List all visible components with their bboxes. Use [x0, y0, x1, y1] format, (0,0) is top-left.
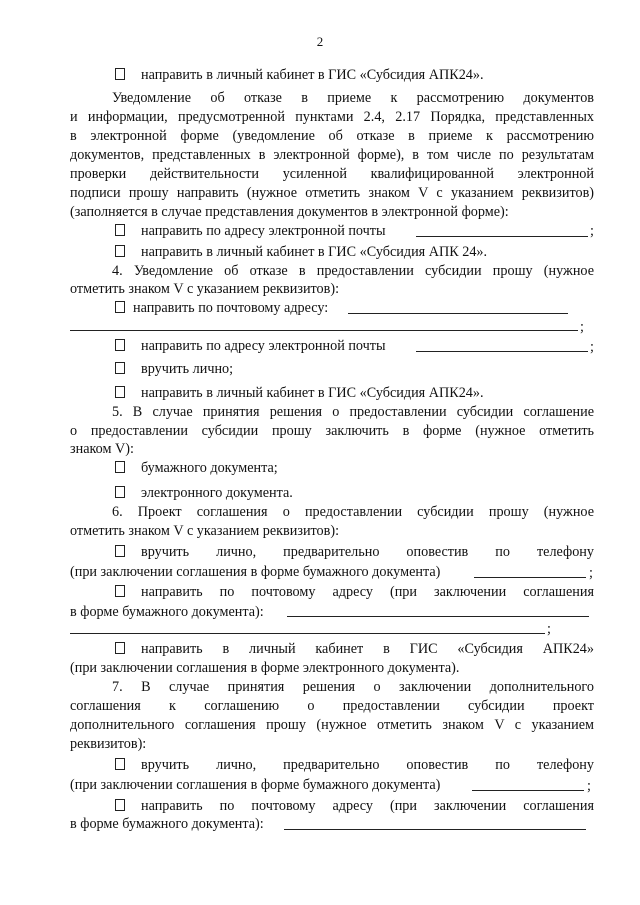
option-email-2: [115, 337, 386, 355]
checkbox[interactable]: [115, 362, 125, 374]
semicolon: ;: [590, 339, 594, 355]
para-line: (заполняется в случае представления документов в электронной форме):: [70, 204, 509, 220]
option-cabinet-1: [115, 66, 484, 84]
para-line: о предоставлении субсидии прошу заключить в форме (нужное отметить: [70, 423, 594, 439]
para-line: в электронной форме (уведомление об отказе в приеме к рассмотрению: [70, 128, 594, 144]
option-label: вручить лично, предварительно оповестив по телефону: [141, 544, 594, 560]
option-cabinet-4: [115, 640, 594, 658]
option-label: направить по почтовому адресу (при заключении соглашения: [141, 584, 594, 600]
para-line: документов, представленных в электронной форме), в том числе по результатам: [70, 147, 594, 163]
para-line: (при заключении соглашения в форме бумажного документа): [70, 564, 441, 580]
option-label: направить по почтовому адресу (при заключении соглашения: [141, 798, 594, 814]
para-line: отметить знаком V с указанием реквизитов):: [70, 281, 340, 297]
postal-blank-1b[interactable]: [70, 330, 578, 331]
option-personal-2: [115, 543, 594, 561]
option-label: вручить лично, предварительно оповестив по телефону: [141, 757, 594, 773]
para-line: 6. Проект соглашения о предоставлении субсидии прошу (нужное: [112, 504, 594, 520]
checkbox[interactable]: [115, 461, 125, 473]
option-label: направить по почтовому адресу:: [133, 300, 329, 316]
option-label: направить по адресу электронной почты: [141, 338, 386, 354]
email-blank-2[interactable]: [416, 351, 588, 352]
checkbox[interactable]: [115, 585, 125, 597]
para-line: соглашения к соглашению о предоставлении субсидии проект: [70, 698, 594, 714]
option-electronic: [115, 484, 293, 502]
semicolon: ;: [580, 319, 584, 335]
para-line: 5. В случае принятия решения о предоставлении субсидии соглашение: [112, 404, 594, 420]
option-label: направить в личный кабинет в ГИС «Субсидия АПК24».: [141, 385, 484, 401]
para-line: и информации, предусмотренной пунктами 2.4, 2.17 Порядка, представленных: [70, 109, 594, 125]
semicolon: ;: [589, 565, 593, 581]
option-cabinet-3: [115, 384, 484, 402]
checkbox[interactable]: [115, 486, 125, 498]
option-postal-2: [115, 583, 594, 601]
checkbox[interactable]: [115, 339, 125, 351]
option-email-1: [115, 222, 386, 240]
option-paper: [115, 459, 278, 477]
checkbox[interactable]: [115, 545, 125, 557]
para-line: дополнительного соглашения прошу (нужное отметить знаком V с указанием: [70, 717, 594, 733]
postal-blank-1a[interactable]: [348, 313, 568, 314]
checkbox[interactable]: [115, 68, 125, 80]
checkbox[interactable]: [115, 245, 125, 257]
page-number: 2: [316, 34, 324, 49]
para-line: знаком V):: [70, 441, 134, 457]
semicolon: ;: [587, 778, 591, 794]
phone-blank-2[interactable]: [472, 790, 584, 791]
option-cabinet-2: [115, 243, 487, 261]
option-label: вручить лично;: [141, 361, 234, 377]
checkbox[interactable]: [115, 386, 125, 398]
postal-blank-2a[interactable]: [287, 616, 589, 617]
checkbox[interactable]: [115, 758, 125, 770]
option-label: направить в личный кабинет в ГИС «Субсидия АПК24».: [141, 67, 484, 83]
email-blank-1[interactable]: [416, 236, 588, 237]
postal-blank-2b[interactable]: [70, 633, 545, 634]
para-line: 4. Уведомление об отказе в предоставлении субсидии прошу (нужное: [112, 263, 594, 279]
option-personal-1: [115, 360, 233, 378]
option-personal-3: [115, 756, 594, 774]
option-postal-3: [115, 797, 594, 815]
checkbox[interactable]: [115, 224, 125, 236]
option-label: направить в личный кабинет в ГИС «Субсидия АПК24»: [141, 641, 594, 657]
option-label: направить в личный кабинет в ГИС «Субсидия АПК 24».: [141, 244, 488, 260]
para-line: Уведомление об отказе в приеме к рассмотрению документов: [112, 90, 594, 106]
checkbox[interactable]: [115, 642, 125, 654]
para-line: отметить знаком V с указанием реквизитов):: [70, 523, 340, 539]
para-line: 7. В случае принятия решения о заключении дополнительного: [112, 679, 594, 695]
option-label: направить по адресу электронной почты: [141, 223, 386, 239]
phone-blank-1[interactable]: [474, 577, 586, 578]
option-postal-1: [115, 299, 328, 317]
checkbox[interactable]: [115, 799, 125, 811]
para-line: реквизитов):: [70, 736, 147, 752]
para-line: подписи прошу направить (нужное отметить знаком V с указанием реквизитов): [70, 185, 594, 201]
option-label: электронного документа.: [141, 485, 293, 501]
para-line: в форме бумажного документа):: [70, 604, 264, 620]
para-line: проверки действительности усиленной квалифицированной электронной: [70, 166, 594, 182]
para-line: в форме бумажного документа):: [70, 816, 264, 832]
semicolon: ;: [547, 621, 551, 637]
checkbox[interactable]: [115, 301, 125, 313]
para-line: (при заключении соглашения в форме электронного документа).: [70, 660, 460, 676]
option-label: бумажного документа;: [141, 460, 278, 476]
postal-blank-3[interactable]: [284, 829, 586, 830]
semicolon: ;: [590, 223, 594, 239]
para-line: (при заключении соглашения в форме бумажного документа): [70, 777, 441, 793]
